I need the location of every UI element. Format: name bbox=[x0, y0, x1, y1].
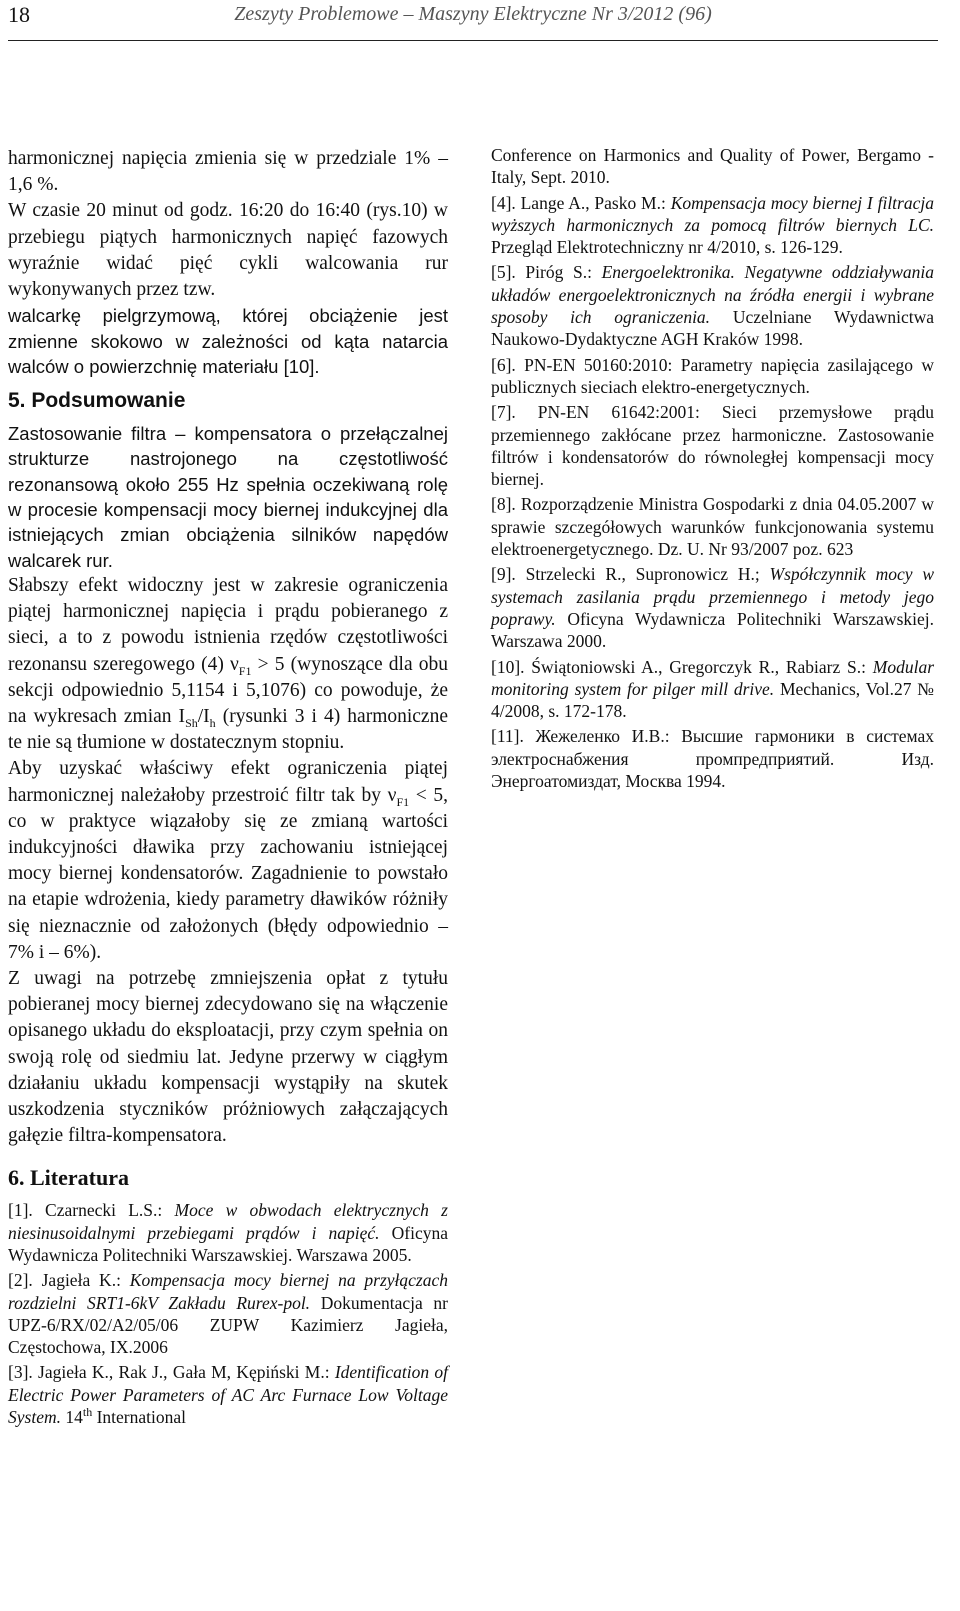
reference-item: [5]. Piróg S.: Energoelektronika. Negatywne oddziaływania układów energoelektronicznych na źródła energii i wybrane sposoby ich ograniczenia. Uczelniane Wydawnictwa Naukowo-Dydaktyczne AGH Kraków 1998. bbox=[491, 262, 934, 350]
reference-item: Conference on Harmonics and Quality of Power, Bergamo - Italy, Sept. 2010. bbox=[491, 145, 934, 188]
paragraph: Aby uzyskać właściwy efekt ograniczenia piątej harmonicznej należałoby przestroić filtr tak by $\nu_{F1} < 5$, co w praktyce wiązałoby się ze zmianą wartości indukcyjności dławika przy zachowaniu istniejącej mocy biernej kondensatorów. Zagadnienie to powstało na etapie wdrożenia, kiedy parametry dławików różniły się nieznacznie od założonych (błędy odpowiednio – 7% i – 6%). bbox=[8, 758, 448, 963]
page-header bbox=[8, 0, 938, 41]
left-column bbox=[8, 146, 448, 1431]
paragraph: Z uwagi na potrzebę zmniejszenia opłat z tytułu pobieranej mocy biernej zdecydowano się na włączenie opisanego układu do eksploatacji, przy czym spełnia on swoją rolę od siedmiu lat. Jedyne przerwy w ciągłym działaniu układu kompensacji wystąpiły na skutek uszkodzenia styczników próżniowych załączających gałęzie filtra-kompensatora. bbox=[8, 967, 448, 1147]
section-heading-literature: 6. Literatura bbox=[8, 1165, 129, 1191]
section-heading-summary: 5. Podsumowanie bbox=[8, 389, 186, 413]
reference-item: [4]. Lange A., Pasko M.: Kompensacja mocy biernej I filtracja wyższych harmonicznych za pomocą filtrów biernych LC. Przegląd Elektrotechniczny nr 4/2010, s. 126-129. bbox=[491, 192, 934, 258]
paragraph: walcarkę pielgrzymową, której obciążenie jest zmienne skokowo w zależności od kąta natarcia walców o powierzchnię materiału [10]. bbox=[8, 305, 448, 377]
reference-item: [10]. Świątoniowski A., Gregorczyk R., Rabiarz S.: Modular monitoring system for pilger mill drive. Mechanics, Vol.27 № 4/2008, s. 172-178. bbox=[491, 656, 934, 722]
reference-item: [2]. Jagieła K.: Kompensacja mocy biernej na przyłączach rozdzielni SRT1-6kV Zakładu Rurex-pol. Dokumentacja nr UPZ-6/RX/02/A2/05/06 ZUPW Kazimierz Jagieła, Częstochowa, IX.2006 bbox=[8, 1270, 449, 1358]
paragraph: W czasie 20 minut od godz. 16:20 do 16:40 (rys.10) w przebiegu piątych harmonicznych napięć fazowych wyraźnie widać pięć cykli walcowania rur wykonywanych przez tzw. bbox=[8, 200, 448, 301]
reference-item: [6]. PN-EN 50160:2010: Parametry napięcia zasilającego w publicznych sieciach elektro-energetycznych. bbox=[491, 354, 934, 397]
reference-item: [7]. PN-EN 61642:2001: Sieci przemysłowe prądu przemiennego zakłócane przez harmoniczne. Zastosowanie filtrów i kondensatorów do równoległej kompensacji mocy biernej. bbox=[491, 402, 934, 490]
paragraph: Zastosowanie filtra – kompensatora o przełączalnej strukturze nastrojonego na częstotliwość rezonansową około 255 Hz spełnia oczekiwaną rolę w procesie kompensacji mocy biernej indukcyjnej dla istniejących zmian obciążenia silników napędów walcarek rur. bbox=[8, 423, 448, 571]
paragraph: harmonicznej napięcia zmienia się w przedziale 1% – 1,6 %. bbox=[8, 148, 448, 196]
journal-title: Zeszyty Problemowe – Maszyny Elektryczne Nr 3/2012 (96) bbox=[234, 3, 712, 25]
page-number: 18 bbox=[8, 2, 30, 27]
reference-item: [8]. Rozporządzenie Ministra Gospodarki z dnia 04.05.2007 w sprawie szczegółowych warunków funkcjonowania systemu elektroenergetycznego. Dz. U. Nr 93/2007 poz. 623 bbox=[491, 494, 934, 560]
reference-item: [9]. Strzelecki R., Supronowicz H.; Współczynnik mocy w systemach zasilania prądu przemiennego i metody jego poprawy. Oficyna Wydawnicza Politechniki Warszawskiej. Warszawa 2000. bbox=[491, 564, 935, 652]
right-column bbox=[491, 144, 934, 795]
reference-item: [11]. Жежеленко И.В.: Высшие гармоники в системах электроснабжения промпредприятий. Изд. Энергоатомиздат, Москва 1994. bbox=[491, 726, 934, 792]
reference-item: [3]. Jagieła K., Rak J., Gała M, Kępiński M.: Identification of Electric Power Parameters of AC Arc Furnace Low Voltage System. 14th International bbox=[8, 1362, 448, 1428]
paragraph: Słabszy efekt widoczny jest w zakresie ograniczenia piątej harmonicznej napięcia i prądu pobieranego z sieci, a to z powodu istnienia rzędów częstotliwości rezonansu szeregowego (4) $\nu_{F1} > 5$ (wynoszące dla obu sekcji odpowiednio 5,1154 i 5,1076) co powoduje, że na wykresach zmian $I_{Sh}/I_h$ (rysunki 3 i 4) harmoniczne te nie są tłumione w dostatecznym stopniu. bbox=[8, 574, 449, 754]
reference-item: [1]. Czarnecki L.S.: Moce w obwodach elektrycznych z niesinusoidalnymi przebiegami prądów i napięć. Oficyna Wydawnicza Politechniki Warszawskiej. Warszawa 2005. bbox=[8, 1200, 448, 1265]
